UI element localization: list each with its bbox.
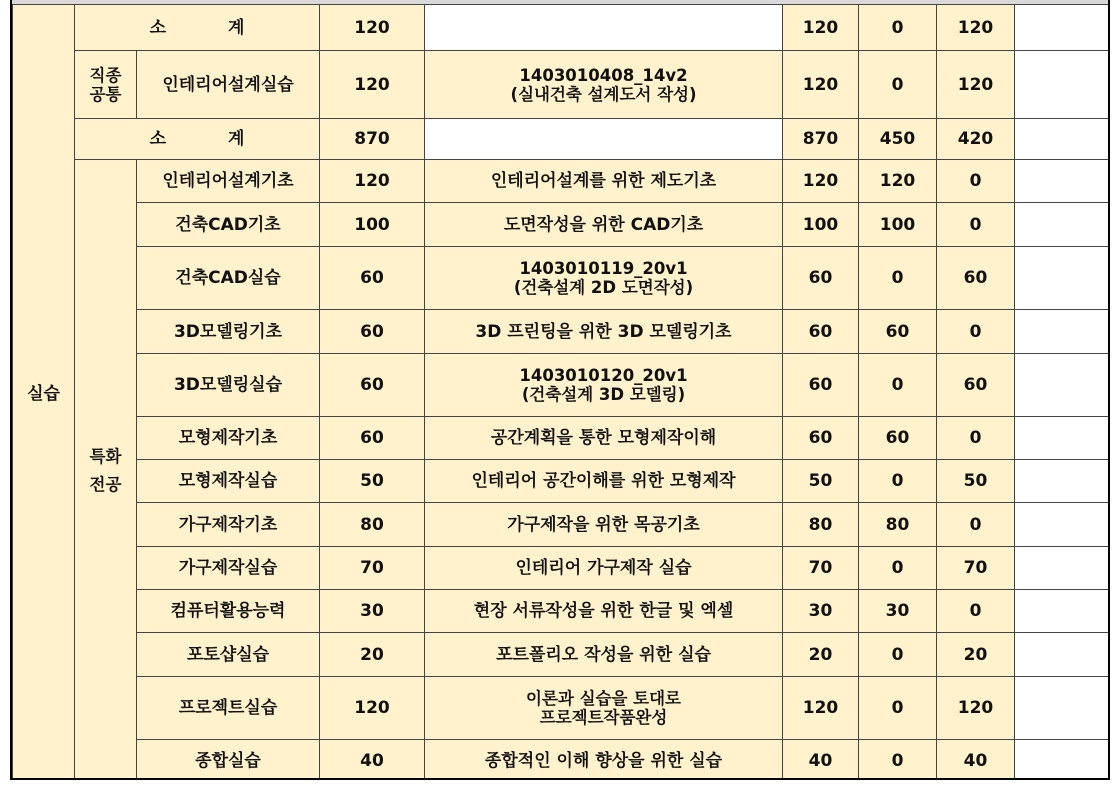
hours-cell: 120 (320, 677, 425, 740)
theory-cell: 80 (859, 503, 937, 547)
note-cell (1015, 503, 1109, 547)
table-row (13, 160, 1109, 203)
total-cell: 120 (783, 677, 859, 740)
table-row (13, 417, 1109, 460)
content-line: 1403010408_14v2 (519, 65, 688, 85)
content-line: 인테리어설계를 위한 제도기초 (490, 171, 717, 191)
practice-cell: 0 (937, 160, 1015, 203)
content-line: (실내건축 설계도서 작성) (510, 84, 697, 104)
subject-cell: 모형제작실습 (137, 460, 320, 503)
practice-cell: 420 (937, 119, 1015, 160)
table-row (13, 503, 1109, 547)
practice-cell: 120 (937, 51, 1015, 119)
practice-cell: 120 (937, 5, 1015, 51)
practice-cell: 60 (937, 247, 1015, 310)
course-type-line: 공통 (89, 84, 122, 104)
practice-cell: 0 (937, 310, 1015, 354)
total-cell: 120 (783, 160, 859, 203)
course-type-cell (75, 160, 137, 781)
theory-cell: 0 (859, 633, 937, 677)
theory-cell: 0 (859, 247, 937, 310)
subject-cell: 컴퓨터활용능력 (137, 590, 320, 633)
subtotal-label: 소 계 (75, 119, 320, 160)
course-type-cell (75, 51, 137, 119)
total-cell: 60 (783, 310, 859, 354)
content-cell (425, 590, 783, 633)
total-cell: 80 (783, 503, 859, 547)
note-cell (1015, 310, 1109, 354)
subject-cell: 인테리어설계실습 (137, 51, 320, 119)
note-cell (1015, 354, 1109, 417)
hours-cell: 70 (320, 547, 425, 590)
theory-cell: 0 (859, 5, 937, 51)
note-cell (1015, 590, 1109, 633)
subject-cell: 종합실습 (137, 740, 320, 781)
subject-cell: 3D모델링기초 (137, 310, 320, 354)
total-cell: 30 (783, 590, 859, 633)
subject-cell: 3D모델링실습 (137, 354, 320, 417)
content-line: 종합적인 이해 향상을 위한 실습 (484, 751, 723, 771)
total-cell: 20 (783, 633, 859, 677)
total-cell: 40 (783, 740, 859, 781)
content-line: 도면작성을 위한 CAD기초 (503, 214, 704, 235)
subject-cell: 인테리어설계기초 (137, 160, 320, 203)
note-cell (1015, 160, 1109, 203)
curriculum-table-frame (10, 0, 1110, 780)
hours-cell: 50 (320, 460, 425, 503)
table-row (13, 310, 1109, 354)
total-cell: 100 (783, 203, 859, 247)
content-line: 공간계획을 통한 모형제작이해 (490, 428, 717, 448)
content-line: 가구제작을 위한 목공기초 (507, 514, 700, 535)
content-cell (425, 119, 783, 160)
hours-cell: 120 (320, 5, 425, 51)
subject-cell: 포토샵실습 (137, 633, 320, 677)
practice-cell: 40 (937, 740, 1015, 781)
subject-cell: 가구제작기초 (137, 503, 320, 547)
note-cell (1015, 677, 1109, 740)
theory-cell: 0 (859, 51, 937, 119)
note-cell (1015, 5, 1109, 51)
table-row (13, 677, 1109, 740)
hours-cell: 120 (320, 51, 425, 119)
practice-cell: 0 (937, 503, 1015, 547)
table-row (13, 460, 1109, 503)
note-cell (1015, 460, 1109, 503)
hours-cell: 20 (320, 633, 425, 677)
practice-cell: 120 (937, 677, 1015, 740)
hours-cell: 870 (320, 119, 425, 160)
table-row (13, 5, 1109, 51)
content-line: 3D 프린팅을 위한 3D 모델링기초 (475, 321, 732, 342)
theory-cell: 450 (859, 119, 937, 160)
table-row (13, 119, 1109, 160)
hours-cell: 30 (320, 590, 425, 633)
practice-cell: 50 (937, 460, 1015, 503)
total-cell: 870 (783, 119, 859, 160)
theory-cell: 120 (859, 160, 937, 203)
content-line: 1403010119_20v1 (519, 259, 688, 278)
content-line: 1403010120_20v1 (519, 366, 688, 385)
content-line: 인테리어 공간이해를 위한 모형제작 (471, 471, 736, 491)
hours-cell: 40 (320, 740, 425, 781)
total-cell: 50 (783, 460, 859, 503)
table-row (13, 247, 1109, 310)
practice-cell: 20 (937, 633, 1015, 677)
total-cell: 60 (783, 247, 859, 310)
subject-cell: 모형제작기초 (137, 417, 320, 460)
content-cell (425, 160, 783, 203)
content-line: (건축설계 3D 모델링) (521, 385, 686, 404)
content-cell (425, 354, 783, 417)
content-line: 프로젝트작품완성 (539, 708, 668, 727)
hours-cell: 100 (320, 203, 425, 247)
theory-cell: 100 (859, 203, 937, 247)
theory-cell: 60 (859, 310, 937, 354)
table-row (13, 740, 1109, 781)
content-line: 인테리어 가구제작 실습 (515, 558, 692, 578)
total-cell: 70 (783, 547, 859, 590)
subject-cell: 가구제작실습 (137, 547, 320, 590)
table-row (13, 633, 1109, 677)
hours-cell: 80 (320, 503, 425, 547)
content-cell (425, 203, 783, 247)
note-cell (1015, 417, 1109, 460)
theory-cell: 0 (859, 354, 937, 417)
content-line: 이론과 실습을 토대로 (526, 689, 681, 708)
theory-cell: 60 (859, 417, 937, 460)
content-cell (425, 417, 783, 460)
subject-cell: 건축CAD기초 (137, 203, 320, 247)
table-row (13, 51, 1109, 119)
content-cell (425, 460, 783, 503)
note-cell (1015, 633, 1109, 677)
content-line: (건축설계 2D 도면작성) (513, 278, 694, 297)
content-cell (425, 51, 783, 119)
theory-cell: 30 (859, 590, 937, 633)
total-cell: 120 (783, 5, 859, 51)
note-cell (1015, 51, 1109, 119)
total-cell: 60 (783, 354, 859, 417)
course-type-line: 직종 (89, 65, 122, 85)
theory-cell: 0 (859, 677, 937, 740)
subject-cell: 프로젝트실습 (137, 677, 320, 740)
course-type-line: 전공 (89, 475, 122, 494)
table-row (13, 203, 1109, 247)
total-cell: 60 (783, 417, 859, 460)
subject-cell: 건축CAD실습 (137, 247, 320, 310)
hours-cell: 60 (320, 417, 425, 460)
content-cell (425, 5, 783, 51)
content-cell (425, 547, 783, 590)
practice-cell: 0 (937, 417, 1015, 460)
practice-cell: 60 (937, 354, 1015, 417)
content-cell (425, 503, 783, 547)
theory-cell: 0 (859, 740, 937, 781)
table-row (13, 547, 1109, 590)
practice-cell: 0 (937, 203, 1015, 247)
table-row (13, 590, 1109, 633)
content-cell (425, 740, 783, 781)
hours-cell: 60 (320, 354, 425, 417)
note-cell (1015, 119, 1109, 160)
content-cell (425, 310, 783, 354)
main-category-cell: 실습 (13, 5, 75, 781)
content-line: 현장 서류작성을 위한 한글 및 엑셀 (473, 601, 734, 621)
hours-cell: 120 (320, 160, 425, 203)
note-cell (1015, 740, 1109, 781)
theory-cell: 0 (859, 547, 937, 590)
note-cell (1015, 203, 1109, 247)
hours-cell: 60 (320, 310, 425, 354)
note-cell (1015, 547, 1109, 590)
practice-cell: 70 (937, 547, 1015, 590)
curriculum-table (12, 4, 1109, 780)
total-cell: 120 (783, 51, 859, 119)
content-cell (425, 633, 783, 677)
practice-cell: 0 (937, 590, 1015, 633)
theory-cell: 0 (859, 460, 937, 503)
table-row (13, 354, 1109, 417)
course-type-line: 특화 (89, 447, 122, 466)
subtotal-label: 소 계 (75, 5, 320, 51)
note-cell (1015, 247, 1109, 310)
hours-cell: 60 (320, 247, 425, 310)
content-cell (425, 677, 783, 740)
content-cell (425, 247, 783, 310)
content-line: 포트폴리오 작성을 위한 실습 (496, 644, 711, 665)
